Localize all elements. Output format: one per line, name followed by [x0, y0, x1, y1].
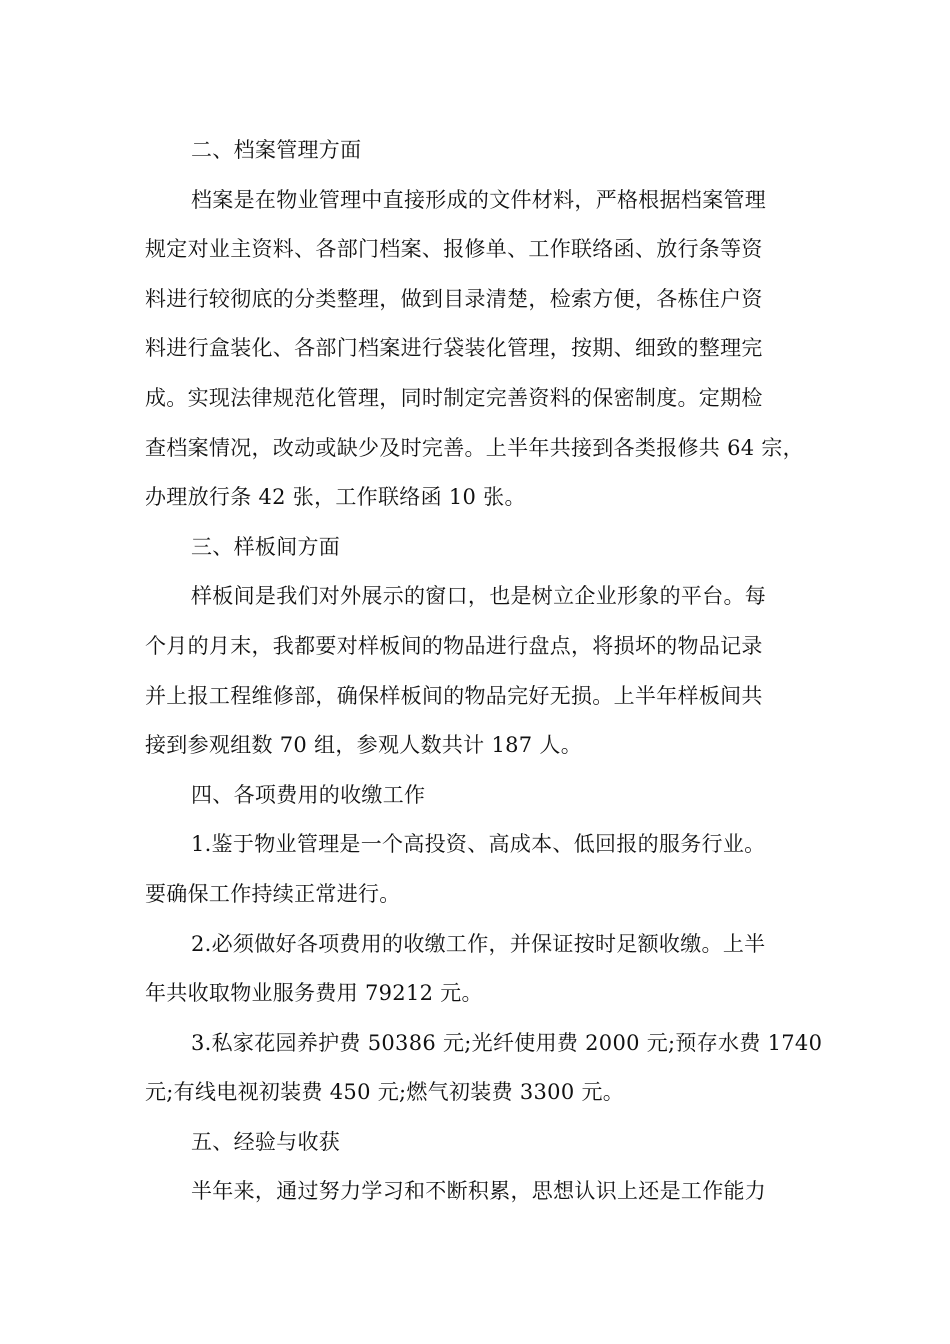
document-body	[145, 126, 823, 1217]
section-heading-experience: 五、经验与收获	[191, 1129, 341, 1154]
paragraph-line: 办理放行条 42 张，工作联络函 10 张。	[145, 485, 526, 510]
paragraph-line: 成。实现法律规范化管理，同时制定完善资料的保密制度。定期检	[145, 385, 763, 410]
section-heading-fees: 四、各项费用的收缴工作	[191, 782, 426, 807]
paragraph-line: 半年来，通过努力学习和不断积累，思想认识上还是工作能力	[191, 1179, 767, 1204]
list-item-line: 年共收取物业服务费用 79212 元。	[145, 981, 483, 1006]
paragraph-line: 样板间是我们对外展示的窗口，也是树立企业形象的平台。每	[191, 584, 767, 609]
list-item-line: 元;有线电视初装费 450 元;燃气初装费 3300 元。	[145, 1080, 625, 1105]
list-item-line: 2.必须做好各项费用的收缴工作，并保证按时足额收缴。上半	[191, 931, 766, 956]
paragraph-line: 规定对业主资料、各部门档案、报修单、工作联络函、放行条等资	[145, 237, 763, 262]
paragraph-line: 料进行较彻底的分类整理，做到目录清楚，检索方便，各栋住户资	[145, 286, 763, 311]
paragraph-line: 查档案情况，改动或缺少及时完善。上半年共接到各类报修共 64 宗，	[145, 435, 804, 460]
paragraph-line: 档案是在物业管理中直接形成的文件材料，严格根据档案管理	[191, 187, 767, 212]
paragraph-line: 接到参观组数 70 组，参观人数共计 187 人。	[145, 733, 583, 758]
list-item-line: 1.鉴于物业管理是一个高投资、高成本、低回报的服务行业。	[191, 832, 766, 857]
list-item-line: 3.私家花园养护费 50386 元;光纤使用费 2000 元;预存水费 1740	[191, 1030, 823, 1055]
list-item-line: 要确保工作持续正常进行。	[145, 881, 401, 906]
paragraph-line: 个月的月末，我都要对样板间的物品进行盘点，将损坏的物品记录	[145, 633, 763, 658]
paragraph-line: 并上报工程维修部，确保样板间的物品完好无损。上半年样板间共	[145, 683, 763, 708]
paragraph-line: 料进行盒装化、各部门档案进行袋装化管理，按期、细致的整理完	[145, 336, 763, 361]
section-heading-archives: 二、档案管理方面	[191, 138, 362, 162]
section-heading-showroom: 三、样板间方面	[191, 534, 341, 559]
